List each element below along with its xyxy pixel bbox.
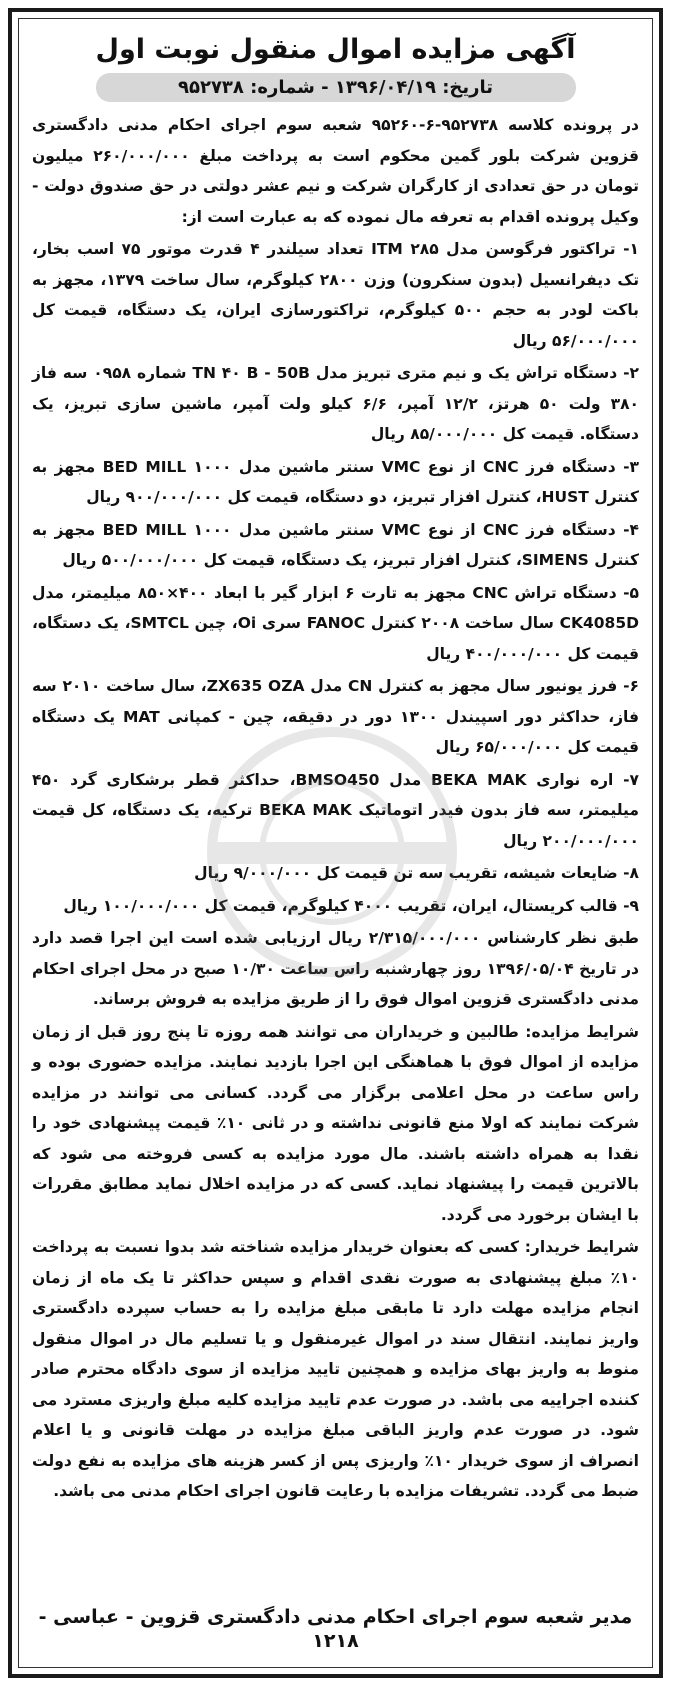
item-4: ۴- دستگاه فرز CNC از نوع VMC سنتر ماشین مدل BED MILL ۱۰۰۰ مجهز به کنترل SIMENS، کنترل افزار تبریز، یک دستگاه، قیمت کل ۵۰۰/۰۰۰/۰۰۰ ریال (32, 520, 639, 570)
item-9: ۹- قالب کریستال، ایران، تقریب ۴۰۰۰ کیلوگرم، قیمت کل ۱۰۰/۰۰۰/۰۰۰ ریال (63, 896, 639, 915)
intro-paragraph: در پرونده کلاسه ۹۵۲۷۳۸-۶-۹۵۲۶۰ شعبه سوم اجرای احکام مدنی دادگستری قزوین شرکت بلور گمین محکوم است به پرداخت مبلغ ۲۶۰/۰۰۰/۰۰۰ میلیون تومان در حق تعدادی از کارگران شرکت و نیم عشر دولتی در حق صندوق دولت - وکیل پرونده اقدام به تعرفه مال نموده که به عبارت است از: (32, 116, 640, 226)
auction-conditions: شرایط مزایده: طالبین و خریداران می توانند همه روزه تا پنج روز قبل از زمان مزایده از اموال فوق با هماهنگی این اجرا بازدید نمایند. مزایده حضوری بوده و راس ساعت در محل اعلامی برگزار می گردد. کسانی می توانند در مزایده شرکت نمایند که اولا منع قانونی نداشته و در ثانی ۱۰٪ قیمت پیشنهادی خود را نقدا به همراه داشته باشند. مال مورد مزایده به کسی فروخته می شود که بالاترین قیمت را پیشنهاد نماید. کسی که در مزایده اخلال نماید مطابق مقررات با ایشان برخورد می گردد. (32, 1022, 639, 1224)
item-8: ۸- ضایعات شیشه، تقریب سه تن قیمت کل ۹/۰۰۰/۰۰۰ ریال (194, 864, 639, 883)
date-number-line: تاریخ: ۱۳۹۶/۰۴/۱۹ - شماره: ۹۵۲۷۳۸ (96, 73, 576, 102)
signature-line: مدیر شعبه سوم اجرای احکام مدنی دادگستری قزوین - عباسی - ۱۲۱۸ (38, 1605, 633, 1653)
item-6: ۶- فرز یونیور سال مجهز به کنترل CN مدل ZX635 OZA، سال ساخت ۲۰۱۰ سه فاز، حداکثر دور اسپیندل ۱۳۰۰ دور در دقیقه، چین - کمپانی MAT یک دستگاه قیمت کل ۶۵/۰۰۰/۰۰۰ ریال (32, 677, 639, 757)
item-3: ۳- دستگاه فرز CNC از نوع VMC سنتر ماشین مدل BED MILL ۱۰۰۰ مجهز به کنترل HUST، کنترل افزار تبریز، دو دستگاه، قیمت کل ۹۰۰/۰۰۰/۰۰۰ ریال (32, 457, 639, 507)
buyer-conditions: شرایط خریدار: کسی که بعنوان خریدار مزایده شناخته شد بدوا نسبت به پرداخت ۱۰٪ مبلغ پیشنهادی به صورت نقدی اقدام و سپس حداکثر تا یک ماه از زمان انجام مزایده مهلت دارد تا مابقی مبلغ مزایده را به حساب سپرده دادگستری واریز نمایند. انتقال سند در اموال غیرمنقول و یا تسلیم مال در اموال منقول منوط به واریز بهای مزایده و همچنین تایید مزایده از سوی دادگاه محترم صادر کننده اجراییه می باشد. در صورت عدم تایید مزایده کلیه مبلغ واریزی مسترد می شود. در صورت عدم واریز الباقی مبلغ مزایده در مهلت قانونی و یا اعلام انصراف از سوی خریدار ۱۰٪ واریزی پس از کسر هزینه های مزایده به نفع دولت ضبط می گردد. تشریفات مزایده با رعایت قانون اجرای احکام مدنی می باشد. (32, 1238, 639, 1501)
notice-title: آگهی مزایده اموال منقول نوبت اول (95, 34, 576, 65)
item-1: ۱- تراکتور فرگوسن مدل ITM ۲۸۵ تعداد سیلندر ۴ قدرت موتور ۷۵ اسب بخار، تک دیفرانسیل (بدون سنکرون) وزن ۲۸۰۰ کیلوگرم، سال ساخت ۱۳۷۹، مجهز به باکت لودر به حجم ۵۰۰ کیلوگرم، تراکتورسازی ایران، یک دستگاه، قیمت کل ۵۶/۰۰۰/۰۰۰ ریال (32, 240, 640, 350)
valuation-paragraph: طبق نظر کارشناس ۲/۳۱۵/۰۰۰/۰۰۰ ریال ارزیابی شده است این اجرا قصد دارد در تاریخ ۱۳۹۶/۰۵/۰۴ روز چهارشنبه راس ساعت ۱۰/۳۰ صبح در محل اجرای احکام مدنی دادگستری قزوین اموال فوق را از طریق مزایده به فروش برساند. (32, 929, 639, 1009)
item-2: ۲- دستگاه تراش یک و نیم متری تبریز مدل TN ۴۰ B - 50B شماره ۰۹۵۸ سه فاز ۳۸۰ ولت ۵۰ هرتز، ۱۲/۲ آمپر، ۶/۶ کیلو ولت آمپر، ماشین سازی تبریز، یک دستگاه. قیمت کل ۸۵/۰۰۰/۰۰۰ ریال (32, 364, 640, 444)
notice-content (32, 32, 639, 1654)
item-5: ۵- دستگاه تراش CNC مجهز به تارت ۶ ابزار گیر با ابعاد ۴۰۰×۸۵۰ میلیمتر، مدل CK4085D سال ساخت ۲۰۰۸ کنترل FANOC سری Oi، چین SMTCL، یک دستگاه، قیمت کل ۴۰۰/۰۰۰/۰۰۰ ریال (32, 583, 640, 663)
notice-frame (8, 8, 663, 1678)
item-7: ۷- اره نواری BEKA MAK مدل BMSO450، حداکثر قطر برشکاری گرد ۴۵۰ میلیمتر، سه فاز بدون فیدر اتوماتیک BEKA MAK ترکیه، یک دستگاه، کل قیمت ۲۰۰/۰۰۰/۰۰۰ ریال (32, 770, 639, 850)
